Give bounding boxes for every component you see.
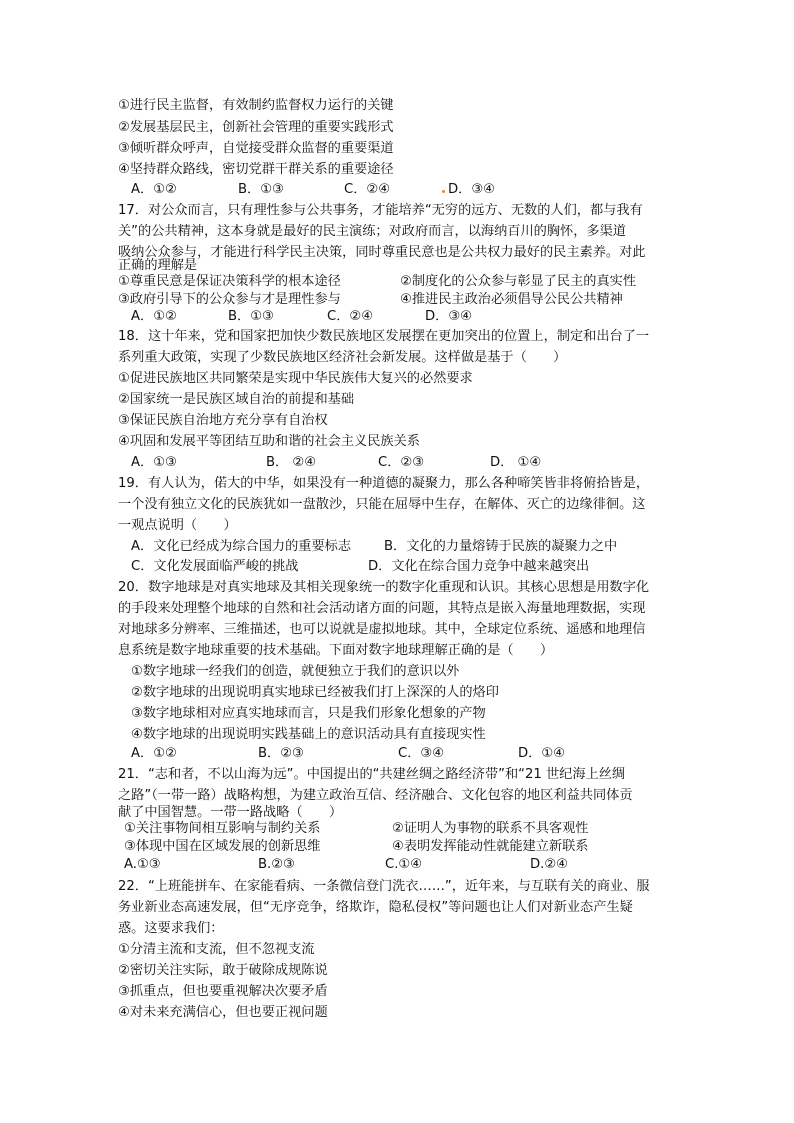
q19-stem-line-1: 19．有人认为，偌大的中华，如果没有一种道德的凝聚力，那么各种啼笑皆非将俯拾皆是， [118,476,650,491]
q20-option-b: B．②③ [258,746,304,761]
q21-item-2: ②证明人为事物的联系不具客观性 [392,821,589,836]
q17-item-1: ①尊重民意是保证决策科学的根本途径 [118,274,341,289]
q16-option-b: B．①③ [238,182,284,197]
q22-item-1: ①分清主流和支流，但不忽视支流 [118,942,315,957]
q16-item-1: ①进行民主监督，有效制约监督权力运行的关键 [118,98,394,113]
q21-option-d: D.②④ [530,857,568,872]
q20-stem-line-4: 息系统是数字地球重要的技术基础。下面对数字地球理解正确的是（ ） [118,643,554,658]
q17-stem-line-4: 正确的理解是 [118,258,198,273]
q20-option-d: D．①④ [518,746,565,761]
q18-option-a: A．①③ [131,455,177,470]
q18-option-c: C．②③ [378,455,425,470]
q21-option-a: A.①③ [124,857,161,872]
q17-stem-line-2: 关”的公共精神，这本身就是最好的民主演练；对政府而言，以海纳百川的胸怀，多渠道 [118,224,626,239]
q16-item-2: ②发展基层民主，创新社会管理的重要实践形式 [118,120,394,135]
q17-item-2: ②制度化的公众参与彰显了民主的真实性 [400,274,637,289]
q19-option-c: C．文化发展面临严峻的挑战 [131,559,299,574]
q21-option-c: C.①④ [385,857,423,872]
q20-option-c: C．③④ [398,746,445,761]
q19-stem-line-2: 一个没有独立文化的民族犹如一盘散沙，只能在屈辱中生存，在解体、灭亡的边缘徘徊。这 [118,497,646,512]
q20-stem-line-2: 的手段来处理整个地球的自然和社会活动诸方面的问题，其特点是嵌入海量地理数据，实现 [118,601,646,616]
q20-item-3: ③数字地球相对应真实地球而言，只是我们形象化想象的产物 [131,706,486,721]
q18-item-3: ③保证民族自治地方充分享有自治权 [118,413,328,428]
q19-option-b: B．文化的力量熔铸于民族的凝聚力之中 [384,539,618,554]
q21-item-3: ③体现中国在区域发展的创新思维 [124,839,321,854]
q20-stem-line-3: 对地球多分辨率、三维描述，也可以说就是虚拟地球。其中，全球定位系统、遥感和地理信 [118,622,646,637]
q16-item-4: ④坚持群众路线，密切党群干群关系的重要途径 [118,162,394,177]
q19-stem-line-3: 一观点说明（ ） [118,518,237,533]
q22-stem-line-2: 务业新业态高速发展，但“无序竞争，络欺诈，隐私侵权”等问题也让人们对新业态产生疑 [118,900,633,915]
q22-item-4: ④对未来充满信心，但也要正视问题 [118,1005,328,1020]
q22-item-3: ③抓重点，但也要重视解决次要矛盾 [118,984,328,999]
q16-option-c: C．②④ [344,182,391,197]
q18-option-b: B． ②④ [266,455,317,470]
q18-stem-line-1: 18．这十年来，党和国家把加快少数民族地区发展摆在更加突出的位置上，制定和出台了一 [118,329,650,344]
q17-stem-line-1: 17．对公众而言，只有理性参与公共事务，才能培养“无穷的远方、无数的人们，都与我有 [118,203,643,218]
q20-item-1: ①数字地球一经我们的创造，就便独立于我们的意识以外 [131,664,460,679]
q18-item-1: ①促进民族地区共同繁荣是实现中华民族伟大复兴的必然要求 [118,371,473,386]
q21-option-b: B.②③ [258,857,295,872]
q19-option-a: A．文化已经成为综合国力的重要标志 [131,539,352,554]
q16-option-a: A．①② [131,182,177,197]
q20-item-4: ④数字地球的出现说明实践基础上的意识活动具有直接现实性 [131,727,486,742]
q20-stem-line-1: 20．数字地球是对真实地球及其相关现象统一的数字化重现和认识。其核心思想是用数字化 [118,580,650,595]
q22-stem-line-3: 惑。这要求我们： [118,921,224,936]
q18-option-d: D． ①④ [490,455,542,470]
q20-option-a: A．①② [131,746,177,761]
q22-stem-line-1: 22．“上班能拼车、在家能看病、一条微信登门洗衣……”，近年来，与互联有关的商业、服 [118,879,650,894]
q19-option-d: D．文化在综合国力竞争中越来越突出 [368,559,590,574]
q21-stem-line-2: 之路”（一带一路）战略构想，为建立政治互信、经济融合、文化包容的地区利益共同体贡 [118,788,633,803]
q17-option-a: A．①② [131,309,177,324]
q20-item-2: ②数字地球的出现说明真实地球已经被我们打上深深的人的烙印 [131,685,499,700]
q16-option-d: D．③④ [448,182,495,197]
stray-mark [442,190,445,193]
q21-stem-line-3: 献了中国智慧。一带一路战略（ ） [118,805,343,820]
q17-item-3: ③政府引导下的公众参与才是理性参与 [118,292,341,307]
q21-stem-line-1: 21．“志和者，不以山海为远”。中国提出的“共建丝绸之路经济带”和“21 世纪海上丝绸 [118,767,626,782]
q17-item-4: ④推进民主政治必须倡导公民公共精神 [400,292,623,307]
q22-item-2: ②密切关注实际，敢于破除成规陈说 [118,963,328,978]
q17-option-d: D．③④ [425,309,472,324]
q18-stem-line-2: 系列重大政策，实现了少数民族地区经济社会新发展。这样做是基于（ ） [118,350,567,365]
q17-stem-line-3: 吸纳公众参与，才能进行科学民主决策，同时尊重民意也是公共权力最好的民主素养。对此 [118,245,646,260]
q17-option-b: B．①③ [228,309,274,324]
q21-item-1: ①关注事物间相互影响与制约关系 [124,821,321,836]
q17-option-c: C．②④ [327,309,374,324]
q21-item-4: ④表明发挥能动性就能建立新联系 [392,839,589,854]
q18-item-2: ②国家统一是民族区域自治的前提和基础 [118,392,355,407]
q18-item-4: ④巩固和发展平等团结互助和谐的社会主义民族关系 [118,434,420,449]
q16-item-3: ③倾听群众呼声，自觉接受群众监督的重要渠道 [118,141,394,156]
